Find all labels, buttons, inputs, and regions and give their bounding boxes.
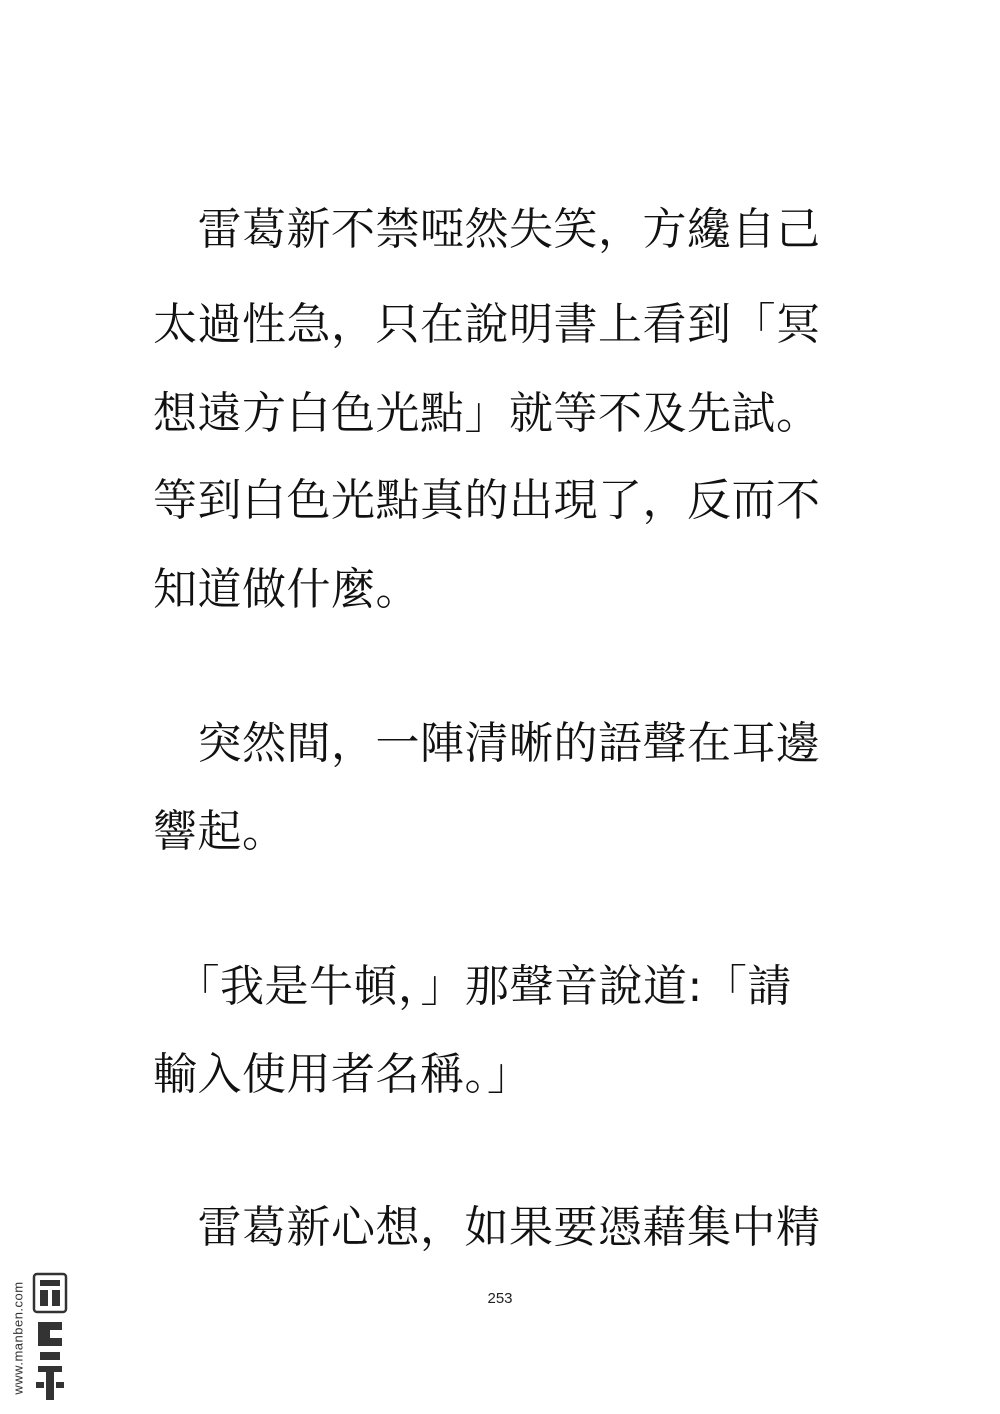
text-line: 雷葛新不禁啞然失笑，方纔自己 bbox=[153, 204, 821, 255]
text-line: 等到白色光點真的出現了，反而不 bbox=[153, 475, 821, 526]
text-line: 突然間，一陣清晰的語聲在耳邊 bbox=[153, 718, 821, 769]
text-line: 響起。 bbox=[153, 806, 287, 857]
text-line: 想遠方白色光點」就等不及先試。 bbox=[153, 388, 821, 439]
text-line: 「我是牛頓，」那聲音說道:「請 bbox=[153, 961, 792, 1012]
text-line: 太過性急，只在說明書上看到「冥 bbox=[153, 299, 821, 350]
text-line: 知道做什麼。 bbox=[153, 564, 420, 615]
text-line: 輸入使用者名稱。」 bbox=[153, 1049, 532, 1100]
text-line: 雷葛新心想，如果要憑藉集中精 bbox=[153, 1202, 821, 1253]
watermark-url: www.manben.com bbox=[10, 1281, 26, 1395]
watermark bbox=[8, 1268, 70, 1408]
watermark-logo-icon bbox=[32, 1272, 68, 1404]
page-number: 253 bbox=[487, 1290, 513, 1307]
